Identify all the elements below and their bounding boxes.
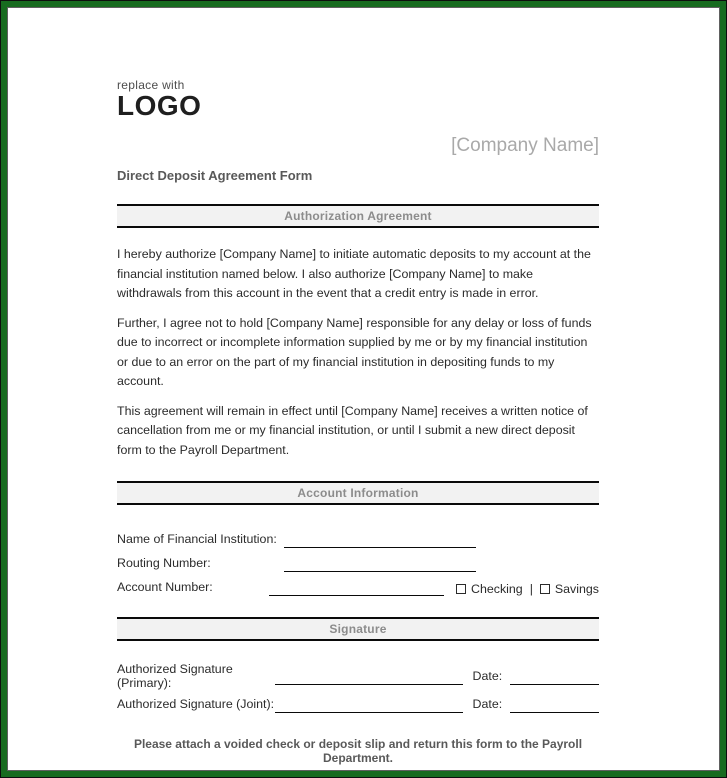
savings-label: Savings [554,582,599,596]
document-content [117,79,599,765]
joint-signature-line[interactable] [275,698,463,713]
primary-date-label: Date: [472,669,503,683]
institution-input-line[interactable] [284,533,476,548]
logo-text: LOGO [117,90,202,121]
section-header-signature-label: Signature [329,622,387,636]
account-fields [117,530,599,596]
field-row-institution [117,530,599,548]
authorization-paragraph-2: Further, I agree not to hold [Company Name] responsible for any delay or loss of funds due to incorrect or incomplete information supplied by me or by my financial institution or due to an error on the part of my financial institution in depositing funds to my account. [117,315,592,388]
primary-signature-line[interactable] [275,670,463,685]
institution-label: Name of Financial Institution: [117,532,277,546]
field-row-routing [117,554,599,572]
section-header-account-label: Account Information [297,486,419,500]
authorization-paragraphs [117,245,599,460]
section-header-authorization-label: Authorization Agreement [284,209,432,223]
field-row-account-number [117,578,599,596]
routing-number-input-line[interactable] [284,557,476,572]
logo-placeholder-caption: replace with [117,78,185,92]
signature-rows [117,662,599,713]
section-header-account [117,481,599,505]
authorization-paragraph-1: I hereby authorize [Company Name] to initiate automatic deposits to my account at the financial institution named below. I also authorize [Company Name] to make withdrawals from this account in the event that a credit entry is made in error. [117,247,591,300]
signature-row-primary [117,662,599,690]
primary-signature-label: Authorized Signature (Primary): [117,662,233,690]
joint-signature-label: Authorized Signature (Joint): [117,697,275,711]
checking-label: Checking [471,582,523,596]
signature-row-joint [117,695,599,713]
page-title: Direct Deposit Agreement Form [117,168,313,183]
primary-date-line[interactable] [510,670,599,685]
checking-checkbox[interactable] [456,584,466,594]
savings-checkbox[interactable] [540,584,550,594]
joint-date-label: Date: [472,697,503,711]
joint-date-line[interactable] [510,698,599,713]
authorization-paragraph-3: This agreement will remain in effect until [Company Name] receives a written notice of cancellation from me or my financial institution, or until I submit a new direct deposit form to the Payroll Department. [117,403,588,457]
account-number-label: Account Number: [117,580,213,594]
routing-number-label: Routing Number: [117,556,211,570]
section-header-authorization [117,204,599,228]
footer-instruction: Please attach a voided check or deposit slip and return this form to the Payroll Department. [133,737,583,765]
account-type-group [456,582,599,596]
document-page [1,1,726,777]
logo [117,79,599,120]
company-name-placeholder: [Company Name] [451,135,599,156]
account-type-separator: | [529,582,533,596]
section-header-signature [117,617,599,641]
account-number-input-line[interactable] [269,581,444,596]
